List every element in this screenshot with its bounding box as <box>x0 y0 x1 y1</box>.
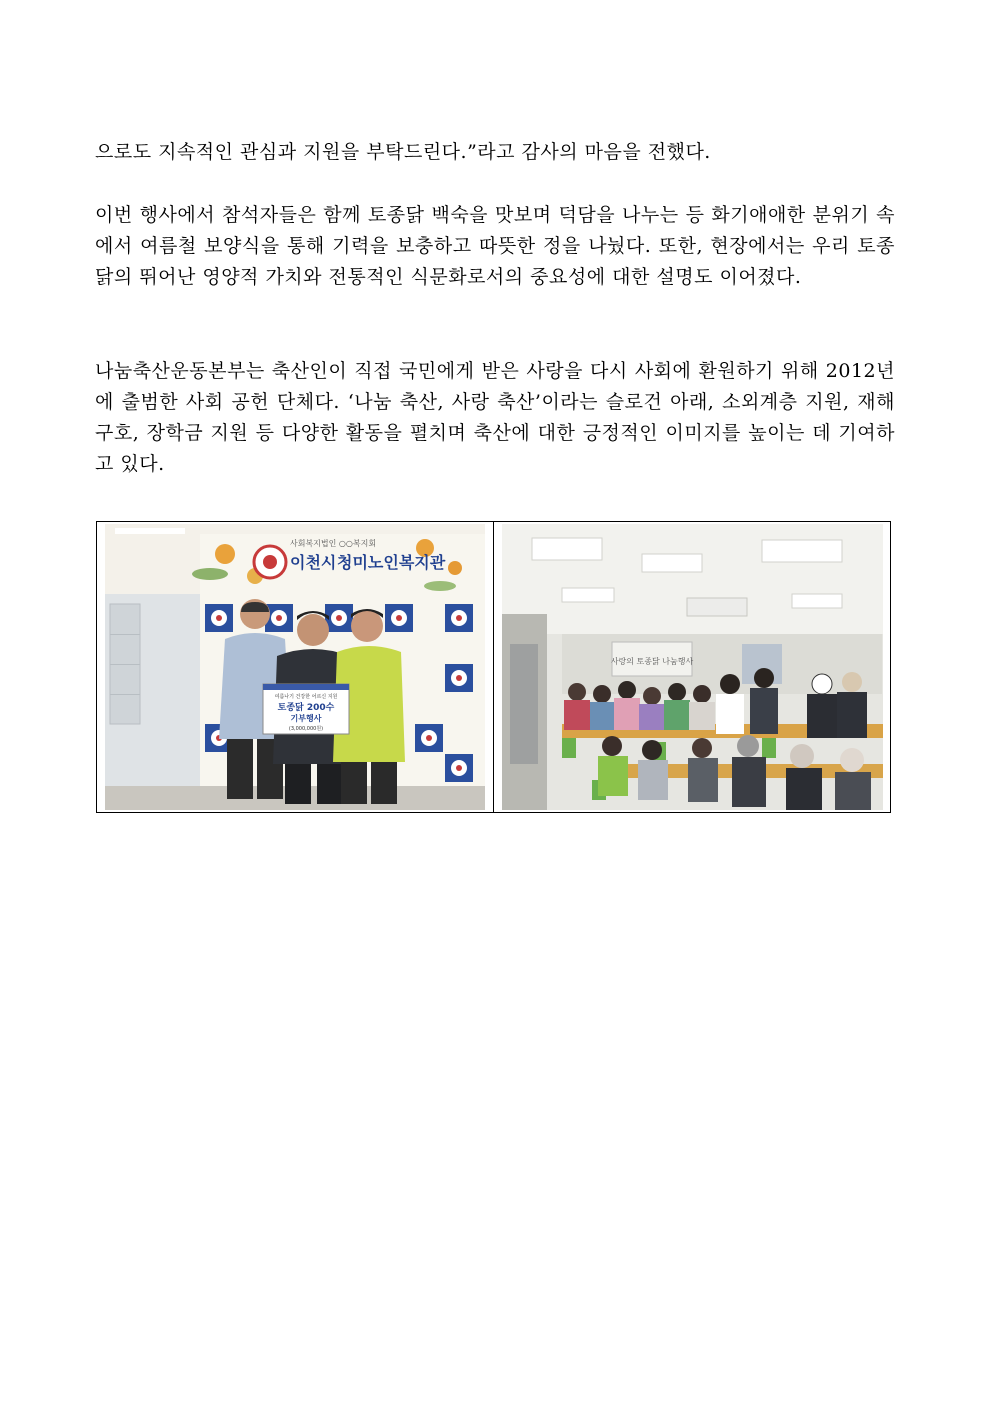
board-line-4: (3,000,000원) <box>288 726 324 732</box>
dining-hall-photo <box>502 524 883 810</box>
paragraph-3: 나눔축산운동본부는 축산인이 직접 국민에게 받은 사랑을 다시 사회에 환원하기 위해 2012년에 출범한 사회 공헌 단체다. ‘나눔 축산, 사랑 축산’이라는 슬로건 아래, 소외계층 지원, 재해 구호, 장학금 지원 등 다양한 활동을 펼치며 축산에 대한 긍정적인 이미지를 높이는 데 기여하고 있다. <box>95 360 895 475</box>
paragraph-1: 으로도 지속적인 관심과 지원을 부탁드린다.”라고 감사의 마음을 전했다. <box>95 141 711 163</box>
banner-name-text: 청미노인복지관 <box>337 553 446 572</box>
photo-table <box>96 521 891 813</box>
board-line-3: 기부행사 <box>290 714 322 723</box>
banner-city-text: 이천시 <box>290 553 337 572</box>
paragraph-2: 이번 행사에서 참석자들은 함께 토종닭 백숙을 맛보며 덕담을 나누는 등 화기애애한 분위기 속에서 여름철 보양식을 통해 기력을 보충하고 따뜻한 정을 나눴다. 또한, 현장에서는 우리 토종닭의 뛰어난 영양적 가치와 전통적인 식문화로서의 중요성에 대한 설명도 이어졌다. <box>95 204 895 288</box>
donation-ceremony-photo <box>105 524 485 810</box>
board-line-1: 여름나기 건강한 어르신 지원 <box>274 694 338 700</box>
banner-small-text: 사회복지법인 ○○복지회 <box>290 539 377 548</box>
dining-banner-text: 사랑의 토종닭 나눔행사 <box>610 657 694 666</box>
board-line-2: 토종닭 200수 <box>277 703 335 713</box>
photo-divider <box>493 522 494 812</box>
